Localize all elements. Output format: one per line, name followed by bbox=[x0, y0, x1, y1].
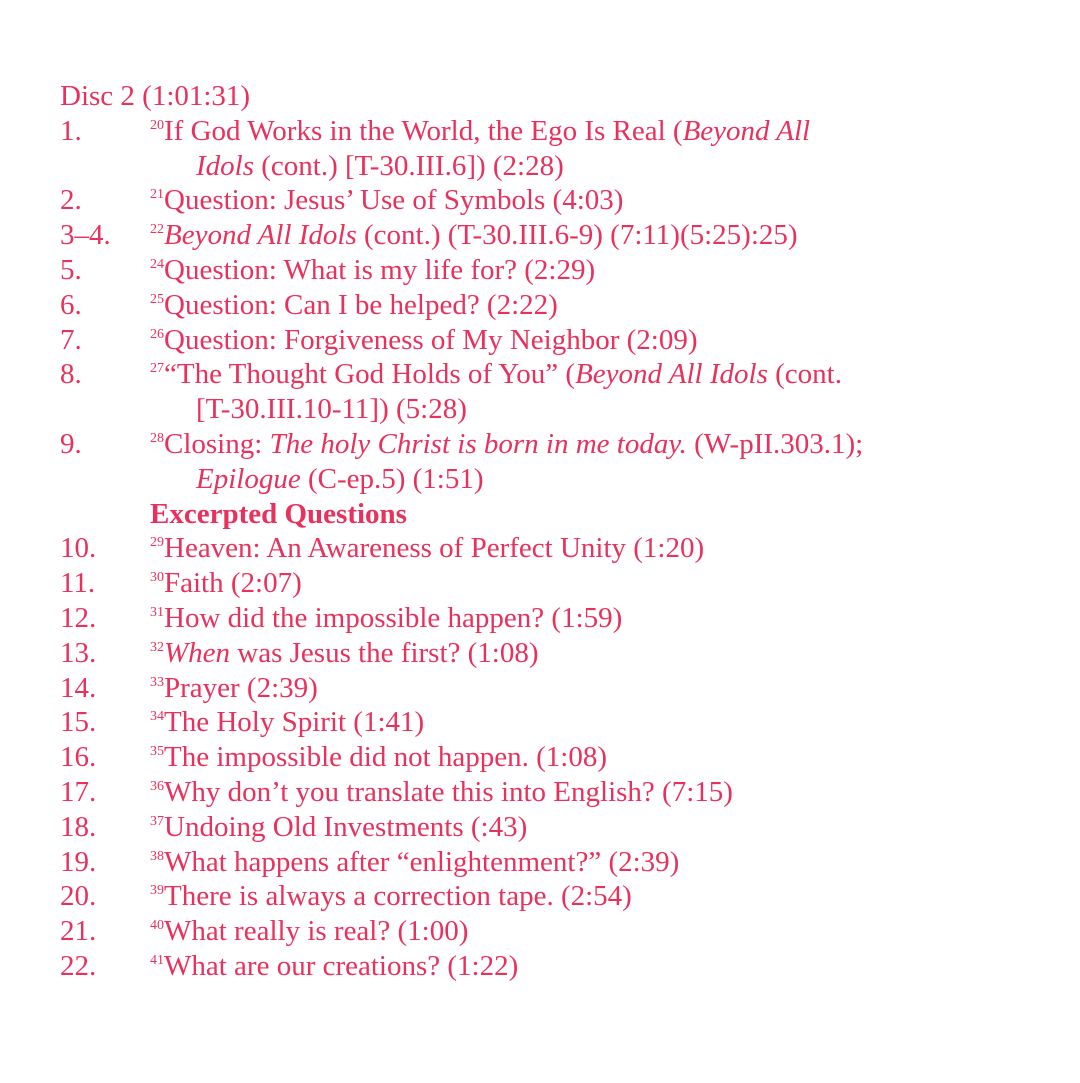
track-title bbox=[150, 775, 733, 810]
track-number: 9. bbox=[60, 427, 82, 460]
excerpt-row bbox=[60, 671, 1060, 706]
text-run: Undoing Old Investments (:43) bbox=[164, 810, 528, 843]
italic-text: When bbox=[164, 636, 231, 669]
excerpt-row bbox=[60, 531, 1060, 566]
excerpt-row bbox=[60, 601, 1060, 636]
footnote-ref: 41 bbox=[150, 952, 164, 968]
text-run: What happens after “enlightenment?” (2:39) bbox=[164, 845, 680, 878]
track-title bbox=[150, 427, 863, 497]
track-number: 12. bbox=[60, 601, 97, 634]
text-run: was Jesus the first? (1:08) bbox=[230, 636, 539, 669]
track-title bbox=[150, 357, 842, 427]
text-run: “The Thought God Holds of You” ( bbox=[164, 358, 576, 391]
text-run: The impossible did not happen. (1:08) bbox=[164, 741, 607, 774]
track-title bbox=[150, 566, 302, 601]
track-number: 7. bbox=[60, 323, 82, 356]
track-row bbox=[60, 288, 1060, 323]
footnote-ref: 34 bbox=[150, 709, 164, 725]
footnote-ref: 24 bbox=[150, 256, 164, 272]
track-number: 14. bbox=[60, 671, 97, 704]
text-run: What are our creations? (1:22) bbox=[164, 949, 519, 982]
track-title bbox=[150, 253, 595, 288]
track-number: 8. bbox=[60, 358, 82, 391]
track-title-continuation bbox=[150, 392, 842, 427]
footnote-ref: 32 bbox=[150, 639, 164, 655]
excerpt-row bbox=[60, 845, 1060, 880]
footnote-ref: 22 bbox=[150, 222, 164, 238]
text-run: Heaven: An Awareness of Perfect Unity (1:20) bbox=[164, 532, 705, 565]
track-title bbox=[150, 845, 679, 880]
track-row bbox=[60, 357, 1060, 427]
track-number: 5. bbox=[60, 253, 82, 286]
text-run: Question: Forgiveness of My Neighbor (2:09) bbox=[164, 323, 698, 356]
text-run: The Holy Spirit (1:41) bbox=[164, 706, 425, 739]
footnote-ref: 21 bbox=[150, 187, 164, 203]
track-number: 1. bbox=[60, 114, 82, 147]
track-number: 15. bbox=[60, 706, 97, 739]
footnote-ref: 31 bbox=[150, 604, 164, 620]
track-number: 21. bbox=[60, 915, 97, 948]
section-heading: Excerpted Questions bbox=[150, 497, 407, 530]
track-number: 16. bbox=[60, 741, 97, 774]
footnote-ref: 30 bbox=[150, 570, 164, 586]
excerpt-row bbox=[60, 705, 1060, 740]
footnote-ref: 25 bbox=[150, 291, 164, 307]
footnote-ref: 35 bbox=[150, 744, 164, 760]
text-run: (cont. bbox=[767, 358, 842, 391]
track-number: 18. bbox=[60, 810, 97, 843]
excerpt-list bbox=[60, 531, 1060, 983]
text-run: (C-ep.5) (1:51) bbox=[300, 462, 484, 495]
footnote-ref: 33 bbox=[150, 674, 164, 690]
track-number: 10. bbox=[60, 532, 97, 565]
excerpt-row bbox=[60, 914, 1060, 949]
text-run: Question: Jesus’ Use of Symbols (4:03) bbox=[164, 184, 624, 217]
track-title bbox=[150, 288, 558, 323]
text-run: [T-30.III.10-11]) (5:28) bbox=[196, 393, 467, 426]
track-title bbox=[150, 218, 798, 253]
track-number: 19. bbox=[60, 845, 97, 878]
track-title-continuation bbox=[150, 462, 863, 497]
track-title bbox=[150, 949, 518, 984]
footnote-ref: 38 bbox=[150, 848, 164, 864]
track-number: 3–4. bbox=[60, 219, 111, 252]
footnote-ref: 36 bbox=[150, 778, 164, 794]
text-run: (cont.) (T-30.III.6-9) (7:11)(5:25):25) bbox=[356, 219, 798, 252]
track-listing bbox=[60, 79, 1060, 984]
track-row bbox=[60, 323, 1060, 358]
text-run: Question: Can I be helped? (2:22) bbox=[164, 288, 558, 321]
italic-text: Beyond All bbox=[682, 114, 811, 147]
text-run: (cont.) [T-30.III.6]) (2:28) bbox=[254, 149, 564, 182]
italic-text: Idols bbox=[196, 149, 254, 182]
excerpt-row bbox=[60, 636, 1060, 671]
text-run: There is always a correction tape. (2:54) bbox=[164, 880, 632, 913]
footnote-ref: 40 bbox=[150, 918, 164, 934]
italic-text: Beyond All Idols bbox=[575, 358, 768, 391]
footnote-ref: 20 bbox=[150, 117, 164, 133]
italic-text: Epilogue bbox=[196, 462, 301, 495]
text-run: What really is real? (1:00) bbox=[164, 915, 469, 948]
excerpt-row bbox=[60, 949, 1060, 984]
footnote-ref: 37 bbox=[150, 813, 164, 829]
track-number: 2. bbox=[60, 184, 82, 217]
excerpt-row bbox=[60, 810, 1060, 845]
track-number: 22. bbox=[60, 949, 97, 982]
track-title bbox=[150, 810, 527, 845]
italic-text: The holy Christ is born in me today. bbox=[269, 427, 687, 460]
track-number: 20. bbox=[60, 880, 97, 913]
track-title bbox=[150, 740, 607, 775]
footnote-ref: 26 bbox=[150, 326, 164, 342]
text-run: Prayer (2:39) bbox=[164, 671, 318, 704]
track-title bbox=[150, 601, 622, 636]
track-row bbox=[60, 183, 1060, 218]
track-title bbox=[150, 705, 424, 740]
track-title bbox=[150, 671, 318, 706]
excerpt-row bbox=[60, 740, 1060, 775]
text-run: Faith (2:07) bbox=[164, 567, 302, 600]
italic-text: Beyond All Idols bbox=[164, 219, 357, 252]
excerpt-row bbox=[60, 879, 1060, 914]
track-title bbox=[150, 636, 539, 671]
disc-title: Disc 2 (1:01:31) bbox=[60, 80, 251, 112]
track-list bbox=[60, 114, 1060, 497]
text-run: Closing: bbox=[164, 427, 270, 460]
track-title bbox=[150, 879, 632, 914]
track-row bbox=[60, 427, 1060, 497]
excerpt-row bbox=[60, 775, 1060, 810]
track-number: 11. bbox=[60, 567, 96, 600]
track-row bbox=[60, 253, 1060, 288]
footnote-ref: 27 bbox=[150, 361, 164, 377]
track-title bbox=[150, 323, 698, 358]
text-run: If God Works in the World, the Ego Is Real ( bbox=[164, 114, 683, 147]
track-number: 17. bbox=[60, 775, 97, 808]
footnote-ref: 28 bbox=[150, 430, 164, 446]
excerpt-row bbox=[60, 566, 1060, 601]
footnote-ref: 39 bbox=[150, 883, 164, 899]
track-row bbox=[60, 218, 1060, 253]
track-title bbox=[150, 531, 704, 566]
track-number: 13. bbox=[60, 636, 97, 669]
track-title-continuation bbox=[150, 149, 810, 184]
track-title bbox=[150, 183, 623, 218]
track-title bbox=[150, 114, 810, 184]
track-number: 6. bbox=[60, 288, 82, 321]
text-run: (W-pII.303.1); bbox=[686, 427, 864, 460]
track-title bbox=[150, 914, 468, 949]
text-run: Why don’t you translate this into English? (7:15) bbox=[164, 775, 733, 808]
text-run: Question: What is my life for? (2:29) bbox=[164, 253, 596, 286]
footnote-ref: 29 bbox=[150, 535, 164, 551]
text-run: How did the impossible happen? (1:59) bbox=[164, 601, 623, 634]
track-row bbox=[60, 114, 1060, 184]
